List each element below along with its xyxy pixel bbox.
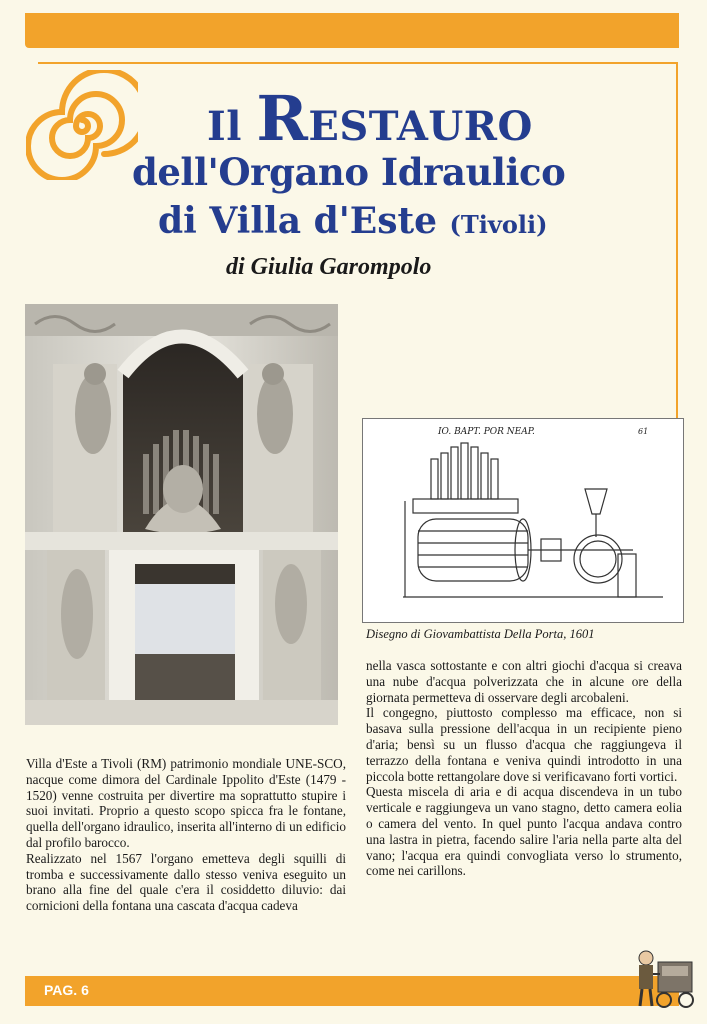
drawing-page-ref: 61 [638, 427, 649, 436]
footer-bar [25, 976, 679, 1006]
drawing-header: IO. BAPT. POR NEAP. [438, 427, 535, 437]
author-byline: di Giulia Garompolo [226, 254, 432, 280]
article-column-right [366, 658, 682, 879]
organ-fountain-photo [25, 304, 338, 725]
frame-line-top [38, 62, 678, 64]
paragraph: Realizzato nel 1567 l'organo emetteva degli squilli di tromba e successivamente dallo stesso veniva eseguito un brano alla fine del quale c'era il cosiddetto diluvio: dai cornicioni della fontana una cascata d'acqua cadeva [26, 850, 346, 914]
paragraph: nella vasca sottostante e con altri giochi d'acqua si creava una nube d'acqua polverizzata che in alcune ore della giornata permetteva di osservare degli arcobaleni. [366, 658, 682, 705]
paragraph: Il congegno, piuttosto complesso ma efficace, non si basava sulla pressione dell'acqua in un recipiente pieno d'aria; bensì su un flusso d'acqua che raggiungeva il terrazzo della fontana e veniva quindi introdotto in una piccola botte rettangolare dove si verificavano forti vortici. [366, 705, 682, 784]
paragraph: Questa miscela di aria e di acqua discendeva in un tubo verticale e raggiungeva un vano stagno, detto camera eolia o camera del vento. In quel punto l'acqua andava contro una lastra in pietra, facendo salire l'aria nella parte alta del vano; l'acqua era quindi convogliata verso lo strumento, come nei carillons. [366, 784, 682, 879]
della-porta-drawing [362, 418, 684, 623]
page-number: PAG. 6 [44, 982, 89, 998]
title-line-3: di Villa d'Este (Tivoli) [158, 200, 548, 242]
top-header-bar [25, 13, 679, 48]
frame-line-right [676, 62, 678, 418]
title-line-2: dell'Organo Idraulico [132, 150, 566, 194]
article-column-left [26, 756, 346, 914]
title-line-1: Il RESTAURO [207, 82, 533, 155]
spiral-ornament-icon [26, 70, 138, 180]
drawing-caption: Disegno di Giovambattista Della Porta, 1601 [366, 627, 595, 641]
paragraph: Villa d'Este a Tivoli (RM) patrimonio mondiale UNE-SCO, nacque come dimora del Cardinale Ippolito d'Este (1479 - 1520) venne costruita per divertire ma soprattutto stupire i suoi invitati. Proprio a questo scopo spicca fra le fontane, quella dell'organo idraulico, inserita all'interno di un edificio dal profilo barocco. [26, 756, 346, 850]
organ-grinder-mascot-icon [632, 948, 702, 1010]
